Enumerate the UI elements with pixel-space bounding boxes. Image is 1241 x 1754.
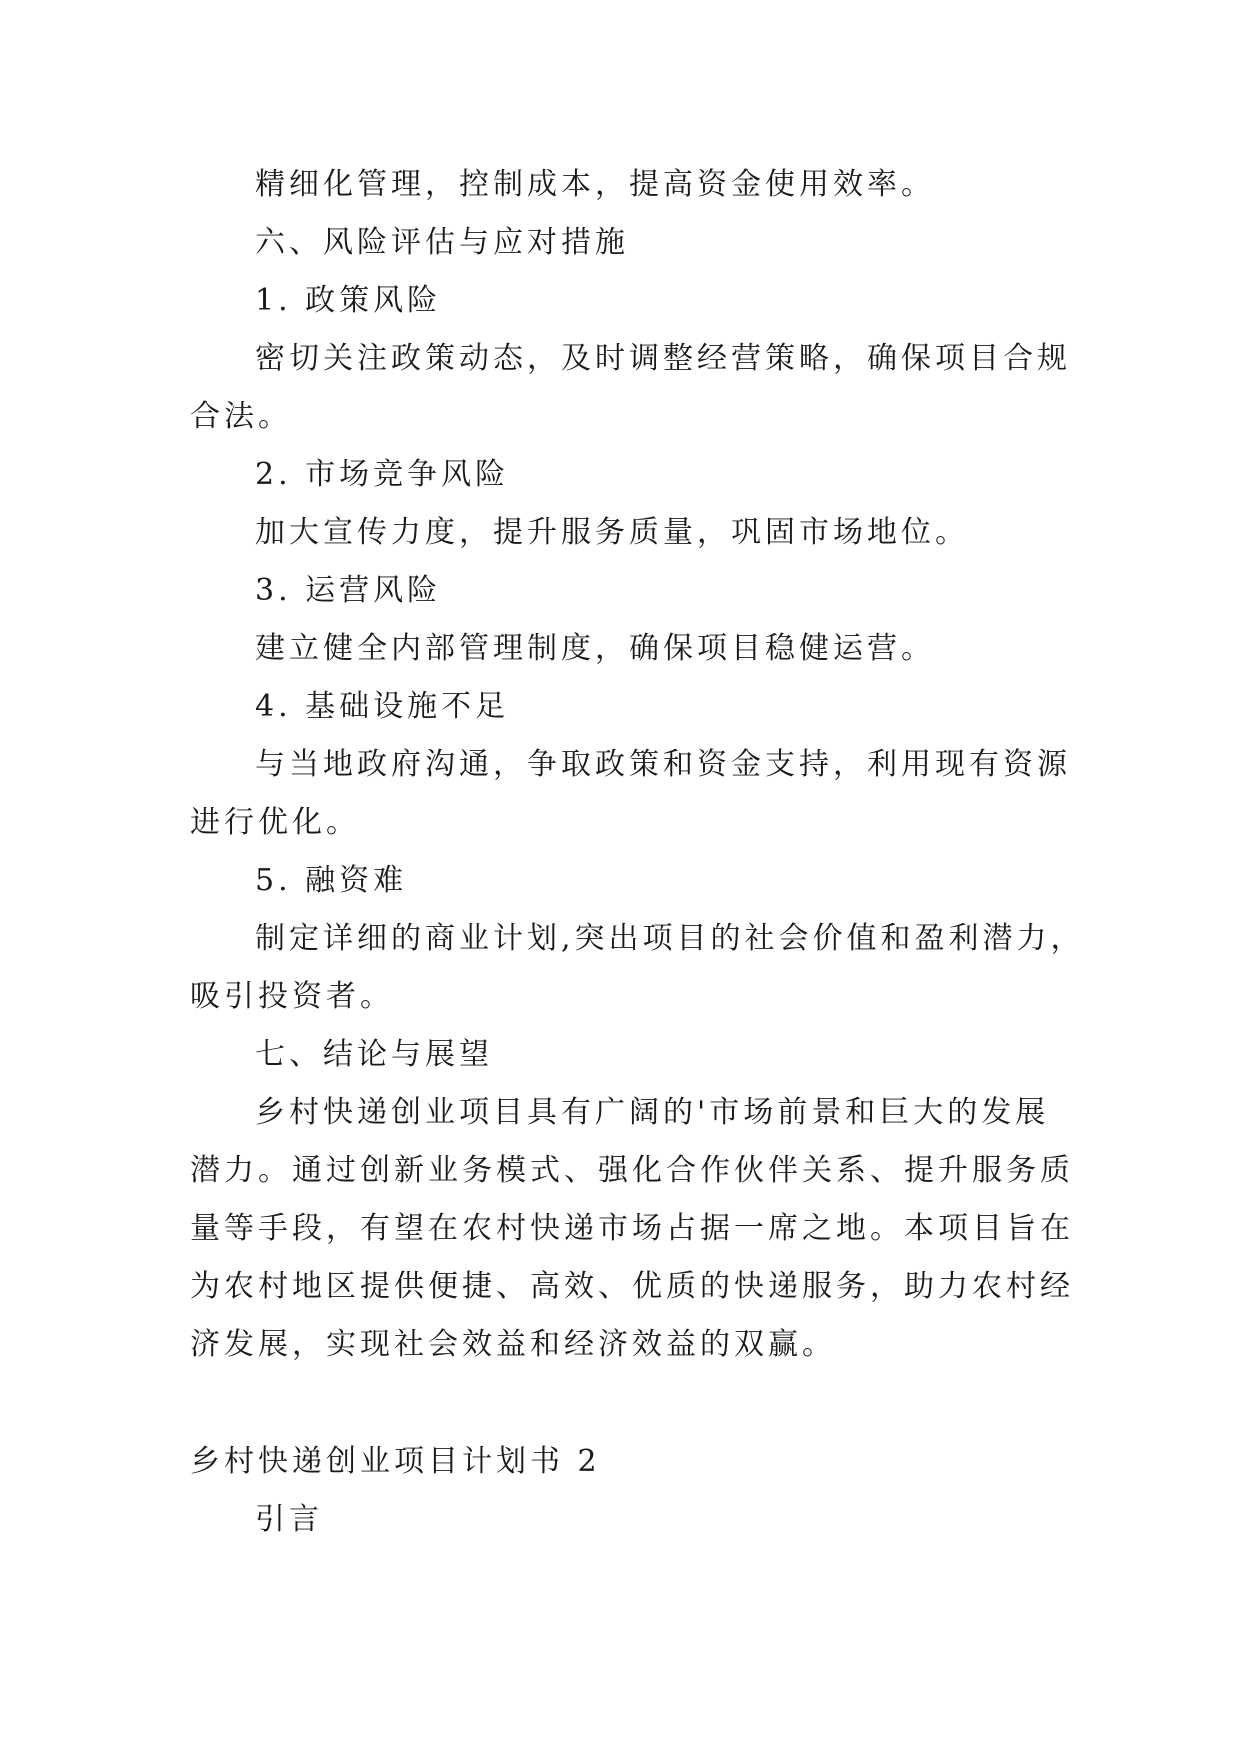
subheading-market-risk: 2. 市场竞争风险 — [255, 457, 510, 492]
paragraph-line: 与当地政府沟通，争取政策和资金支持，利用现有资源 — [255, 747, 1071, 782]
paragraph-line: 潜力。通过创新业务模式、强化合作伙伴关系、提升服务质 — [190, 1153, 1074, 1188]
section-heading-conclusion: 七、结论与展望 — [255, 1037, 493, 1072]
paragraph-line: 进行优化。 — [190, 805, 360, 840]
paragraph-line: 合法。 — [190, 399, 292, 434]
paragraph-line: 量等手段，有望在农村快递市场占据一席之地。本项目旨在 — [190, 1211, 1074, 1246]
subheading-financing: 5. 融资难 — [255, 863, 408, 898]
section-heading-intro: 引言 — [255, 1502, 323, 1537]
subheading-policy-risk: 1. 政策风险 — [255, 283, 442, 318]
paragraph-line: 制定详细的商业计划,突出项目的社会价值和盈利潜力， — [255, 921, 1085, 956]
paragraph-line: 精细化管理，控制成本，提高资金使用效率。 — [255, 167, 935, 202]
paragraph-line: 济发展，实现社会效益和经济效益的双赢。 — [190, 1327, 836, 1362]
section-heading-risk: 六、风险评估与应对措施 — [255, 225, 629, 260]
paragraph-line: 乡村快递创业项目具有广阔的'市场前景和巨大的发展 — [255, 1095, 1050, 1130]
paragraph-line: 密切关注政策动态，及时调整经营策略，确保项目合规 — [255, 341, 1071, 376]
subheading-infrastructure: 4. 基础设施不足 — [255, 689, 510, 724]
paragraph-line: 吸引投资者。 — [190, 979, 394, 1014]
subheading-operation-risk: 3. 运营风险 — [255, 573, 442, 608]
paragraph-line: 为农村地区提供便捷、高效、优质的快递服务，助力农村经 — [190, 1269, 1074, 1304]
paragraph-line: 加大宣传力度，提升服务质量，巩固市场地位。 — [255, 515, 969, 550]
document-title: 乡村快递创业项目计划书 2 — [190, 1444, 601, 1479]
paragraph-line: 建立健全内部管理制度，确保项目稳健运营。 — [255, 631, 935, 666]
